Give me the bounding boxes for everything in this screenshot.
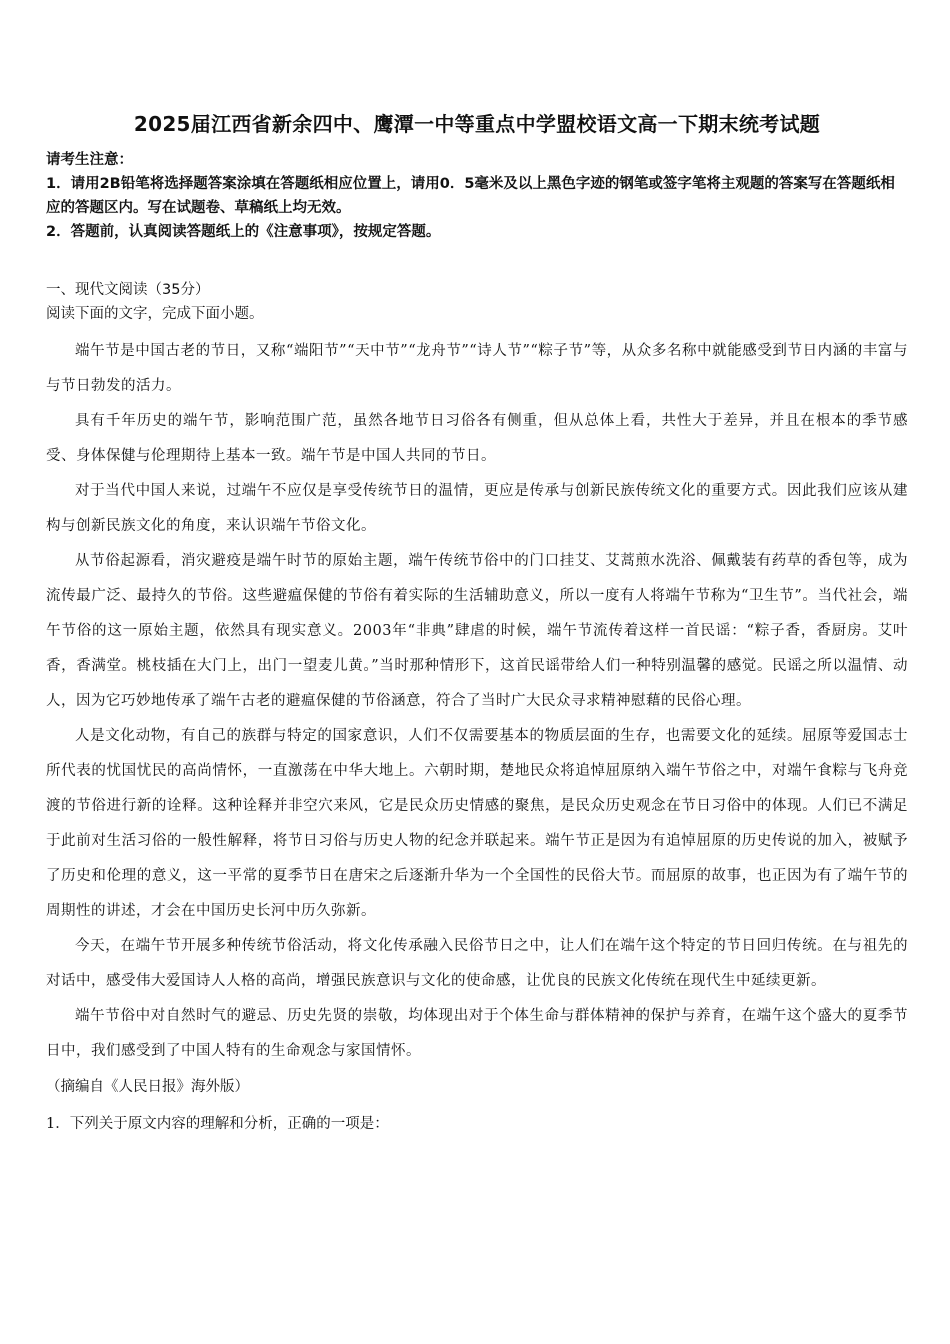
exam-notice <box>46 148 908 244</box>
passage-paragraph: 人是文化动物，有自己的族群与特定的国家意识，人们不仅需要基本的物质层面的生存，也需要文化的延续。屈原等爱国志士所代表的忧国忧民的高尚情怀，一直激荡在中华大地上。六朝时期，楚地民众将追悼屈原纳入端午节俗之中，对端午食粽与飞舟竞渡的节俗进行新的诠释。这种诠释并非空穴来风，它是民众历史情感的聚焦，是民众历史观念在节日习俗中的体现。人们已不满足于此前对生活习俗的一般性解释，将节日习俗与历史人物的纪念并联起来。端午节正是因为有追悼屈原的历史传说的加入，被赋予了历史和伦理的意义，这一平常的夏季节日在唐宋之后逐渐升华为一个全国性的民俗大节。而屈原的故事，也正因为有了端午节的周期性的讲述，才会在中国历史长河中历久弥新。 <box>46 728 908 919</box>
section-heading: 一、现代文阅读（35分） <box>46 282 210 298</box>
passage-paragraph: 从节俗起源看，消灾避疫是端午时节的原始主题，端午传统节俗中的门口挂艾、艾蒿煎水洗浴、佩戴装有药草的香包等，成为流传最广泛、最持久的节俗。这些避瘟保健的节俗有着实际的生活辅助意义，所以一度有人将端午节称为“卫生节”。当代社会，端午节俗的这一原始主题，依然具有现实意义。2003年“非典”肆虐的时候，端午节流传着这样一首民谣：“粽子香，香厨房。艾叶香，香满堂。桃枝插在大门上，出门一望麦儿黄。”当时那种情形下，这首民谣带给人们一种特别温馨的感觉。民谣之所以温情、动人，因为它巧妙地传承了端午古老的避瘟保健的节俗涵意，符合了当时广大民众寻求精神慰藉的民俗心理。 <box>46 553 908 709</box>
passage-paragraph: 端午节是中国古老的节日，又称“端阳节”“天中节”“龙舟节”“诗人节”“粽子节”等，从众多名称中就能感受到节日内涵的丰富与与节日勃发的活力。 <box>46 343 908 394</box>
question-1: 1．下列关于原文内容的理解和分析，正确的一项是： <box>46 1116 389 1132</box>
page-title: 2025届江西省新余四中、鹰潭一中等重点中学盟校语文高一下期末统考试题 <box>133 112 821 136</box>
notice-item: 1．请用2B铅笔将选择题答案涂填在答题纸相应位置上，请用0．5毫米及以上黑色字迹的钢笔或签字笔将主观题的答案写在答题纸相应的答题区内。写在试题卷、草稿纸上均无效。 <box>46 176 895 216</box>
passage-paragraph: 今天，在端午节开展多种传统节俗活动，将文化传承融入民俗节日之中，让人们在端午这个特定的节日回归传统。在与祖先的对话中，感受伟大爱国诗人人格的高尚，增强民族意识与文化的使命感，让优良的民族文化传统在现代生中延续更新。 <box>46 938 908 989</box>
notice-heading: 请考生注意： <box>46 152 133 168</box>
passage-paragraph: 端午节俗中对自然时气的避忌、历史先贤的崇敬，均体现出对于个体生命与群体精神的保护与养育，在端午这个盛大的夏季节日中，我们感受到了中国人特有的生命观念与家国情怀。 <box>46 1008 908 1059</box>
passage-source: （摘编自《人民日报》海外版） <box>46 1079 249 1095</box>
notice-item: 2．答题前，认真阅读答题纸上的《注意事项》，按规定答题。 <box>46 224 441 240</box>
reading-passage <box>46 334 908 1069</box>
passage-paragraph: 对于当代中国人来说，过端午不应仅是享受传统节日的温情，更应是传承与创新民族传统文化的重要方式。因此我们应该从建构与创新民族文化的角度，来认识端午节俗文化。 <box>46 483 908 534</box>
passage-paragraph: 具有千年历史的端午节，影响范围广范，虽然各地节日习俗各有侧重，但从总体上看，共性大于差异，并且在根本的季节感受、身体保健与伦理期待上基本一致。端午节是中国人共同的节日。 <box>46 413 908 464</box>
reading-instruction: 阅读下面的文字，完成下面小题。 <box>46 306 264 322</box>
exam-page <box>46 0 908 1137</box>
